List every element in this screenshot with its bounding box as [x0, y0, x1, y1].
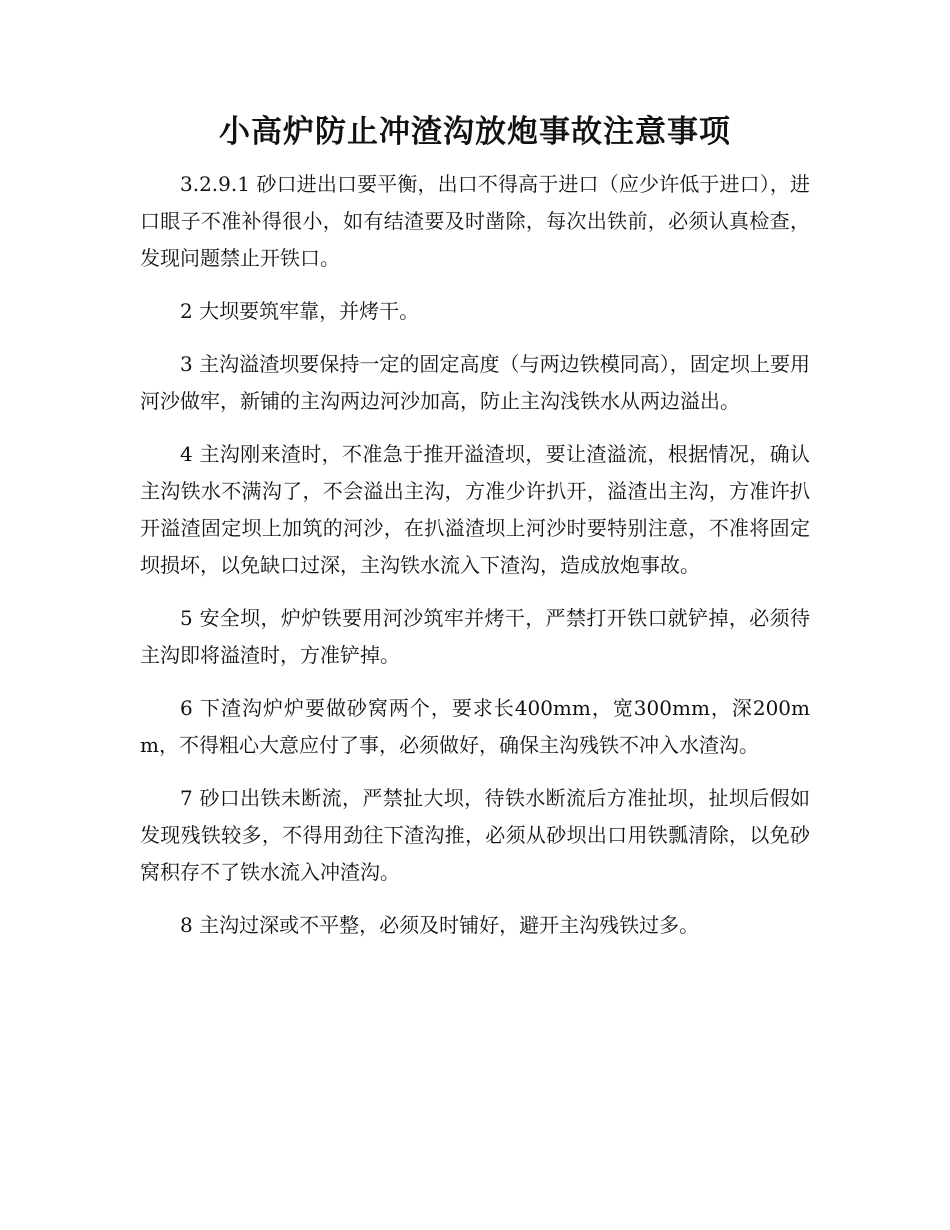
paragraph-8: 8 主沟过深或不平整，必须及时铺好，避开主沟残铁过多。 — [180, 913, 700, 937]
paragraph-3: 3 主沟溢渣坝要保持一定的固定高度（与两边铁模同高），固定坝上要用河沙做牢，新铺的主沟两边河沙加高，防止主沟浅铁水从两边溢出。 — [140, 352, 810, 413]
paragraph-1: 3.2.9.1 砂口进出口要平衡，出口不得高于进口（应少许低于进口），进口眼子不准补得很小，如有结渣要及时凿除，每次出铁前，必须认真检查，发现问题禁止开铁口。 — [140, 172, 810, 270]
paragraph-4: 4 主沟刚来渣时，不准急于推开溢渣坝，要让渣溢流，根据情况，确认主沟铁水不满沟了，不会溢出主沟，方准少许扒开，溢渣出主沟，方准许扒开溢渣固定坝上加筑的河沙，在扒溢渣坝上河沙时要特别注意，不准将固定坝损坏，以免缺口过深，主沟铁水流入下渣沟，造成放炮事故。 — [140, 442, 810, 577]
paragraph-6: 6 下渣沟炉炉要做砂窝两个，要求长400mm，宽300mm，深200mm，不得粗心大意应付了事，必须做好，确保主沟残铁不冲入水渣沟。 — [140, 696, 810, 757]
paragraph-7: 7 砂口出铁未断流，严禁扯大坝，待铁水断流后方准扯坝，扯坝后假如发现残铁较多，不得用劲往下渣沟推，必须从砂坝出口用铁瓢清除，以免砂窝积存不了铁水流入冲渣沟。 — [140, 786, 810, 884]
paragraph-5: 5 安全坝，炉炉铁要用河沙筑牢并烤干，严禁打开铁口就铲掉，必须待主沟即将溢渣时，方准铲掉。 — [140, 606, 810, 667]
document-title: 小高炉防止冲渣沟放炮事故注意事项 — [219, 114, 731, 150]
paragraph-2: 2 大坝要筑牢靠，并烤干。 — [180, 299, 420, 323]
